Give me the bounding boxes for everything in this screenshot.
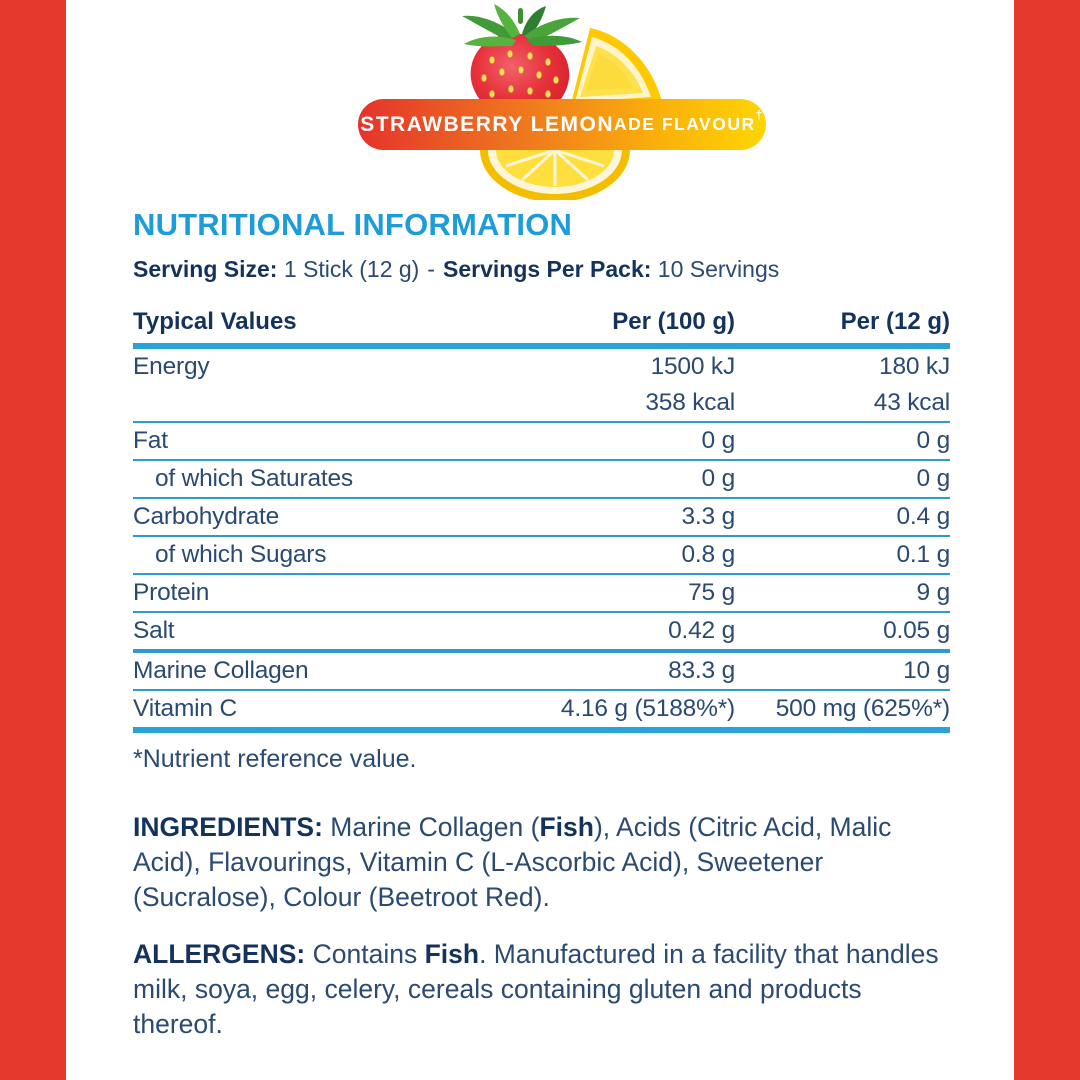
row-value-per-12g: 0.1 g — [896, 541, 950, 568]
row-value-per-12g: 180 kJ — [879, 353, 950, 380]
allergens-paragraph — [133, 937, 950, 1042]
allergens-text-before-fish: Contains — [305, 939, 425, 969]
allergens-fish-bold: Fish — [424, 939, 480, 969]
table-row — [133, 537, 950, 575]
nutrition-table-body — [133, 349, 950, 733]
flavour-hero — [133, 0, 950, 201]
row-value-per-100g: 83.3 g — [668, 657, 735, 684]
row-value-per-100g: 75 g — [688, 579, 735, 606]
row-value-per-12g: 0.05 g — [883, 617, 950, 644]
lemon-slice-icon — [480, 150, 630, 200]
row-value-per-12g: 0 g — [916, 427, 950, 454]
serving-info — [133, 256, 950, 283]
allergens-label: ALLERGENS: — [133, 939, 306, 969]
flavour-badge — [358, 99, 766, 150]
row-value-per-12g: 43 kcal — [873, 389, 950, 416]
label-content — [133, 0, 950, 1042]
row-value-per-100g: 1500 kJ — [650, 353, 735, 380]
row-value-per-100g: 4.16 g (5188%*) — [560, 695, 735, 722]
servings-per-pack-value: 10 Servings — [657, 256, 780, 282]
row-value-per-12g: 0.4 g — [896, 503, 950, 530]
row-label: of which Sugars — [155, 541, 327, 568]
header-typical-values: Typical Values — [133, 307, 297, 335]
row-label: Protein — [133, 579, 210, 606]
row-value-per-12g: 0 g — [916, 465, 950, 492]
row-value-per-100g: 358 kcal — [645, 389, 735, 416]
row-value-per-100g: 0 g — [701, 465, 735, 492]
table-row — [133, 575, 950, 613]
servings-per-pack-label: Servings Per Pack: — [443, 256, 652, 282]
table-row — [133, 385, 950, 423]
table-row — [133, 461, 950, 499]
row-label: of which Saturates — [155, 465, 353, 492]
row-value-per-12g: 9 g — [916, 579, 950, 606]
nutrition-table — [133, 300, 950, 733]
flavour-badge-text-secondary: ADE FLAVOUR — [614, 114, 756, 134]
serving-separator: - — [427, 256, 435, 282]
row-value-per-100g: 0 g — [701, 427, 735, 454]
page-title: NUTRITIONAL INFORMATION — [133, 207, 573, 242]
ingredients-label: INGREDIENTS: — [133, 812, 323, 842]
header-per-100g: Per (100 g) — [612, 307, 735, 335]
row-label: Marine Collagen — [133, 657, 309, 684]
ingredients-paragraph — [133, 810, 950, 915]
row-value-per-100g: 0.42 g — [668, 617, 735, 644]
allergens-text-after-fish: . Manufactured in a facility that handles milk, soya, egg, celery, cereals containing gluten and products thereof. — [133, 939, 939, 1039]
row-value-per-100g: 3.3 g — [681, 503, 735, 530]
lemon-wedge-icon — [570, 28, 662, 108]
ingredients-text-before-fish: Marine Collagen ( — [322, 812, 540, 842]
nutrition-table-header — [133, 300, 950, 349]
ingredients-text-after-fish: ), Acids (Citric Acid, Malic Acid), Flavourings, Vitamin C (L-Ascorbic Acid), Sweetener (Sucralose), Colour (Beetroot Red). — [133, 812, 892, 912]
serving-size-value: 1 Stick (12 g) — [283, 256, 420, 282]
table-row — [133, 423, 950, 461]
row-value-per-100g: 0.8 g — [681, 541, 735, 568]
row-label: Salt — [133, 617, 175, 644]
row-label: Fat — [133, 427, 168, 454]
row-value-per-12g: 500 mg (625%*) — [775, 695, 950, 722]
table-row — [133, 691, 950, 733]
row-label: Energy — [133, 353, 210, 380]
flavour-badge-dagger: † — [755, 108, 764, 122]
table-row — [133, 349, 950, 385]
header-per-12g: Per (12 g) — [840, 307, 950, 335]
row-value-per-12g: 10 g — [903, 657, 950, 684]
table-row — [133, 653, 950, 691]
table-row — [133, 613, 950, 653]
nutrient-reference-footnote: *Nutrient reference value. — [133, 745, 417, 773]
left-red-border — [0, 0, 66, 1080]
row-label: Carbohydrate — [133, 503, 280, 530]
ingredients-fish-bold: Fish — [539, 812, 594, 842]
row-label: Vitamin C — [133, 695, 237, 722]
table-row — [133, 499, 950, 537]
right-red-border — [1014, 0, 1080, 1080]
serving-size-label: Serving Size: — [133, 256, 278, 282]
flavour-badge-text-primary: STRAWBERRY LEMON — [360, 112, 615, 136]
